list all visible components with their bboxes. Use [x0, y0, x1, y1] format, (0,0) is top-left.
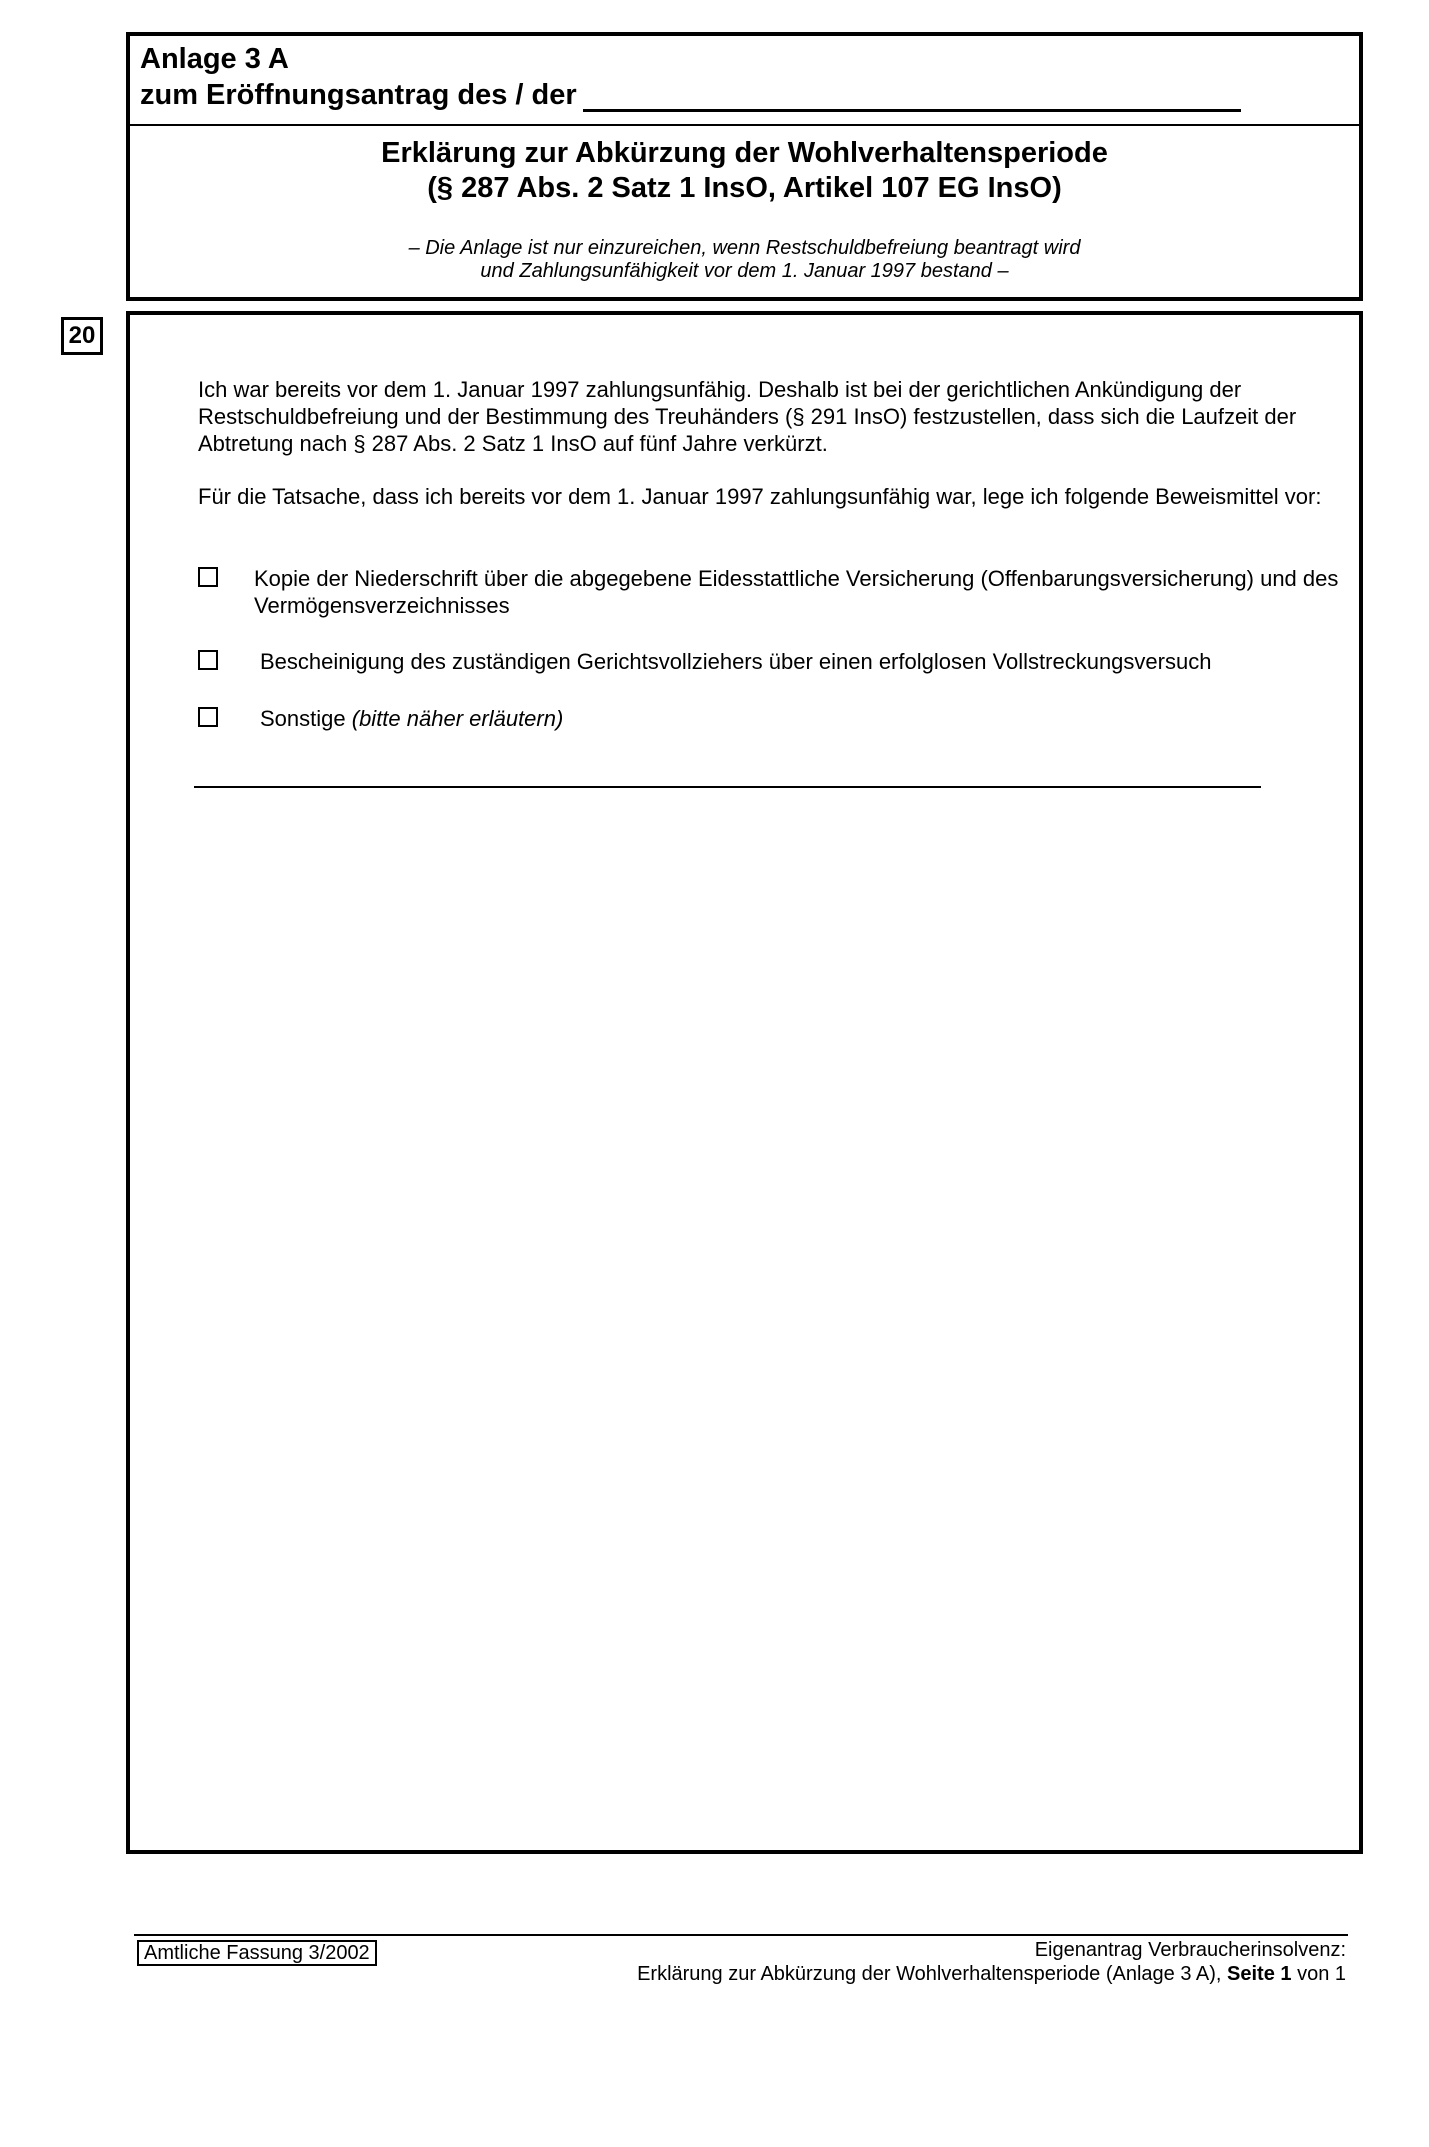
checkbox-affidavit[interactable]: [198, 567, 218, 587]
form-note: [130, 237, 1359, 283]
footer-rule: [134, 1934, 1348, 1936]
body-box: [126, 311, 1363, 1854]
option-label-other: Sonstige: [260, 706, 346, 731]
title-line-1: Erklärung zur Abkürzung der Wohlverhaltensperiode: [381, 137, 1108, 169]
checkbox-other[interactable]: [198, 707, 218, 727]
note-line-1: – Die Anlage ist nur einzureichen, wenn Restschuldbefreiung beantragt wird: [408, 237, 1081, 259]
antrag-label: zum Eröffnungsantrag des / der: [140, 79, 577, 111]
anlage-label: Anlage 3 A: [140, 43, 289, 75]
option-label-other-wrap: [260, 705, 1348, 732]
antrag-line: [140, 78, 1241, 112]
footer-line-2-prefix: Erklärung zur Abkürzung der Wohlverhaltensperiode (Anlage 3 A),: [637, 1963, 1228, 1985]
footer-edition: Amtliche Fassung 3/2002: [137, 1940, 377, 1966]
checkbox-bailiff[interactable]: [198, 650, 218, 670]
applicant-name-field[interactable]: [583, 81, 1241, 112]
footer-line-2: [637, 1962, 1346, 1986]
form-title: [130, 136, 1359, 206]
footer-line-1: Eigenantrag Verbraucherinsolvenz:: [1034, 1939, 1346, 1961]
note-line-2: und Zahlungsunfähigkeit vor dem 1. Januar 1997 bestand –: [480, 260, 1009, 282]
option-hint-other: (bitte näher erläutern): [351, 706, 564, 731]
evidence-intro-paragraph: Für die Tatsache, dass ich bereits vor dem 1. Januar 1997 zahlungsunfähig war, lege ich folgende Beweismittel vor:: [198, 484, 1322, 509]
option-label-affidavit: Kopie der Niederschrift über die abgegebene Eidesstattliche Versicherung (Offenbarungsversicherung) und des Vermögensverzeichnisses: [254, 566, 1339, 618]
footer-page-label: Seite 1: [1227, 1963, 1292, 1985]
other-explanation-field[interactable]: [194, 786, 1261, 788]
declaration-paragraph: Ich war bereits vor dem 1. Januar 1997 zahlungsunfähig. Deshalb ist bei der gerichtlichen Ankündigung der Restschuldbefreiung und der Bestimmung des Treuhänders (§ 291 InsO) festzustellen, dass sich die Laufzeit der Abtretung nach § 287 Abs. 2 Satz 1 InsO auf fünf Jahre verkürzt.: [198, 377, 1297, 456]
header-box: [126, 32, 1363, 301]
footer-line-2-suffix: von 1: [1291, 1963, 1346, 1985]
option-label-bailiff: Bescheinigung des zuständigen Gerichtsvollziehers über einen erfolglosen Vollstreckungsversuch: [260, 649, 1212, 674]
title-line-2: (§ 287 Abs. 2 Satz 1 InsO, Artikel 107 EG InsO): [427, 172, 1062, 204]
header-top: [130, 36, 1359, 126]
section-number-badge: 20: [61, 317, 103, 355]
